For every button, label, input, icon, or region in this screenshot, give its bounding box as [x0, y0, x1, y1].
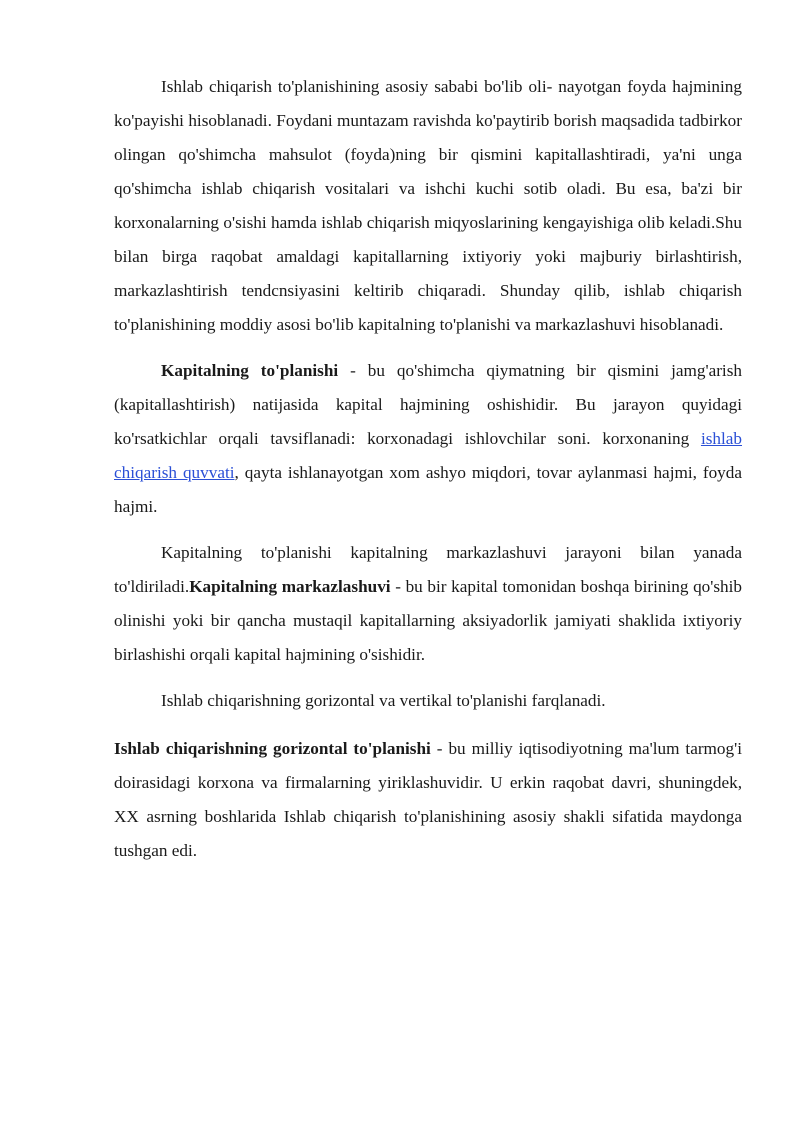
paragraph-capital-centralization	[114, 536, 742, 672]
term-horizontal-concentration: Ishlab chiqarishning gorizontal to'planishi	[114, 739, 431, 758]
term-capital-centralization: Kapitalning markazlashuvi	[189, 577, 391, 596]
paragraph-concentration-types: Ishlab chiqarishning gorizontal va vertikal to'planishi farqlanadi.	[161, 691, 606, 710]
capital-accumulation-definition: - bu qo'shimcha qiymatning bir qismini jamg'arish (kapitallashtirish) natijasida kapital hajmining oshishidir. Bu jarayon quyidagi ko'rsatkichlar orqali tavsiflanadi: korxonadagi ishlovchilar soni. korxonaning	[114, 361, 742, 448]
horizontal-concentration-definition: - bu milliy iqtisodiyotning ma'lum tarmog'i doirasidagi korxona va firmalarning yiriklashuvidir. U erkin raqobat davri, shuningdek, XX asrning boshlarida Ishlab chiqarish to'planishining asosiy shakli sifatida maydonga tushgan edi.	[114, 739, 742, 860]
production-capacity-link[interactable]: ishlab chiqarish quvvati	[114, 429, 742, 482]
capital-accumulation-indicators: , qayta ishlanayotgan xom ashyo miqdori, tovar aylanmasi hajmi, foyda hajmi.	[114, 463, 742, 516]
term-capital-accumulation: Kapitalning to'planishi	[161, 361, 339, 380]
paragraph-horizontal-concentration	[114, 732, 742, 868]
document-page	[114, 70, 742, 880]
paragraph-capital-accumulation	[114, 354, 742, 524]
paragraph-concentration-causes: Ishlab chiqarish to'planishining asosiy sababi bo'lib oli- nayotgan foyda hajmining ko'payishi hisoblanadi. Foydani muntazam ravishda ko'paytirib borish maqsadida tadbirkor olingan qo'shimcha mahsulot (foyda)ning bir qismini kapitallashtiradi, ya'ni unga qo'shimcha ishlab chiqarish vositalari va ishchi kuchi sotib oladi. Bu esa, ba'zi bir korxonalarning o'sishi hamda ishlab chiqarish miqyoslarining kengayishiga olib keladi.Shu bilan birga raqobat amaldagi kapitallarning ixtiyoriy yoki majburiy birlashtirish, markazlashtirish tendcnsiyasini keltirib chiqaradi. Shunday qilib, ishlab chiqarish to'planishining moddiy asosi bo'lib kapitalning to'planishi va markazlashuvi hisoblanadi.	[114, 77, 742, 334]
centralization-intro: Kapitalning to'planishi kapitalning markazlashuvi jarayoni bilan yanada to'ldiriladi.	[114, 543, 742, 596]
capital-centralization-definition: - bu bir kapital tomonidan boshqa birining qo'shib olinishi yoki bir qancha mustaqil kapitallarning aksiyadorlik jamiyati shaklida ixtiyoriy birlashishi orqali kapital hajmining o'sishidir.	[114, 577, 743, 664]
